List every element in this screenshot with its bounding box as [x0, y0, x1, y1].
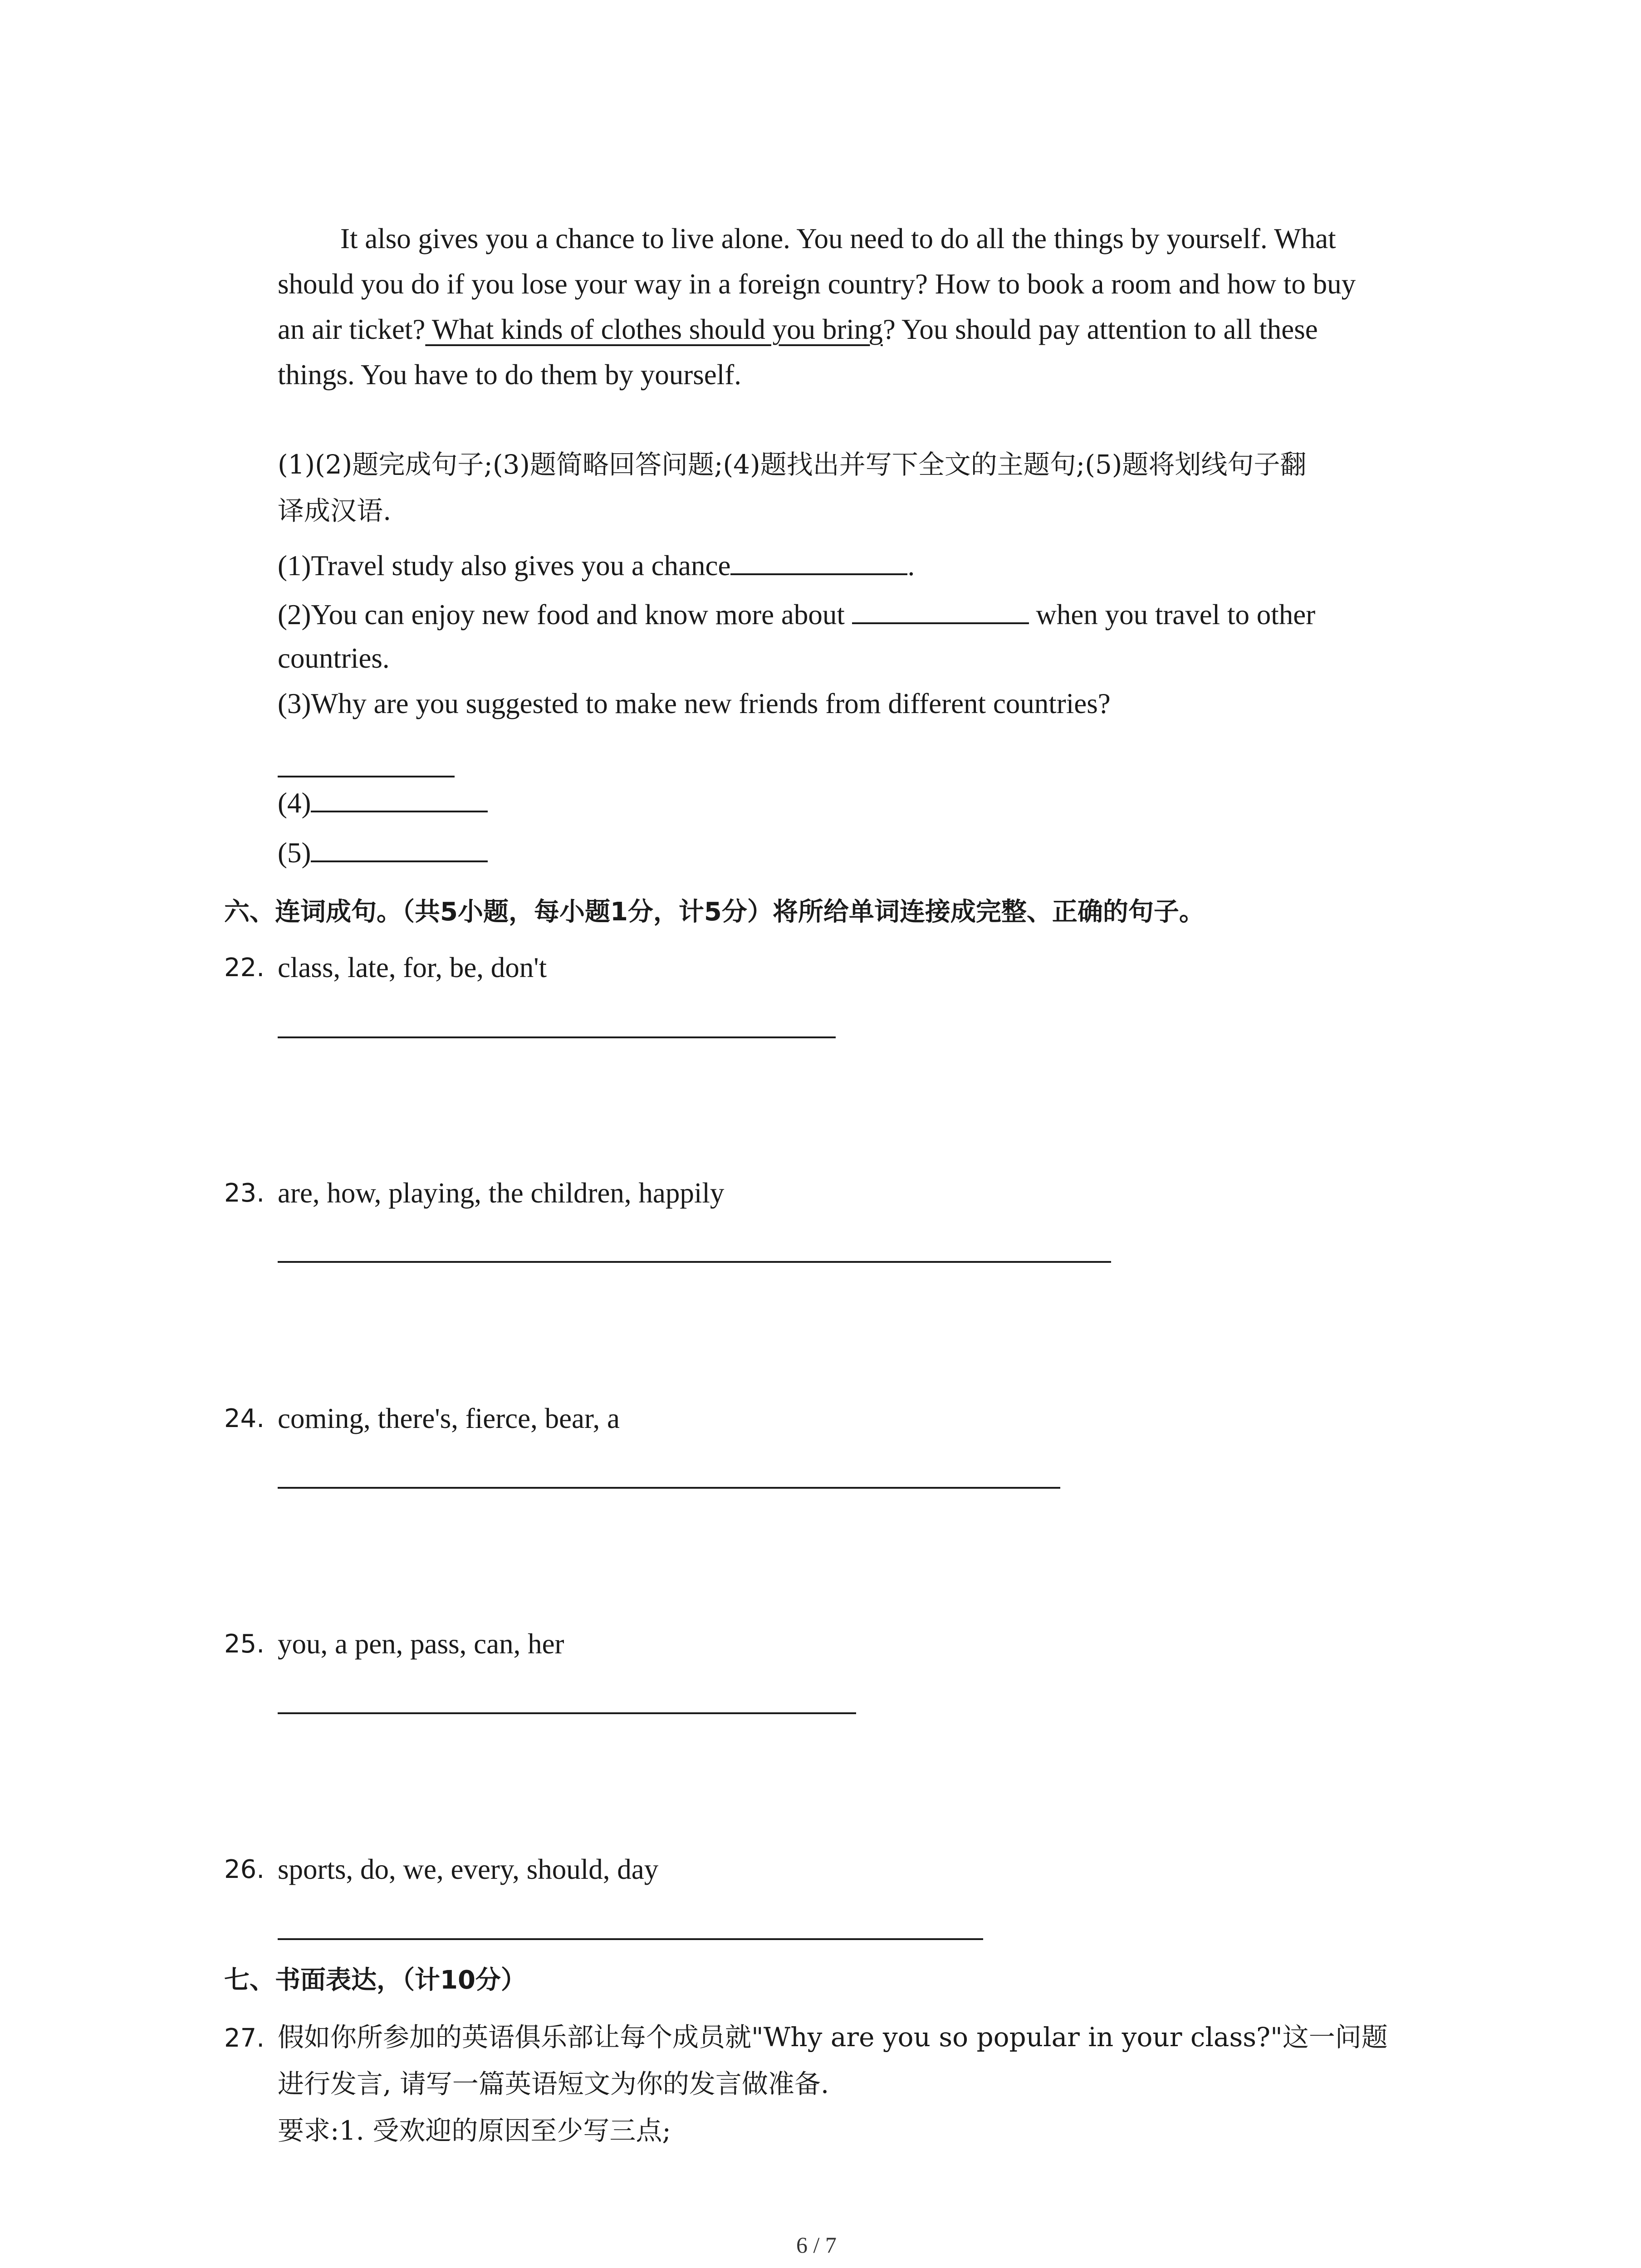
- underlined-sentence: What kinds of clothes should you bring: [425, 313, 883, 345]
- question-2: [278, 599, 1315, 629]
- item-22-words: class, late, for, be, don't: [278, 952, 547, 983]
- answer-blank-5[interactable]: [311, 837, 488, 862]
- item-27-number: 27.: [224, 2024, 265, 2053]
- answer-line-24[interactable]: [278, 1487, 1060, 1489]
- question-4-label: (4): [278, 787, 311, 819]
- item-22-number: 22.: [224, 953, 265, 982]
- question-5-label: (5): [278, 837, 311, 869]
- question-5: [278, 837, 488, 867]
- answer-blank-4[interactable]: [311, 787, 488, 812]
- item-24-words: coming, there's, fierce, bear, a: [278, 1403, 620, 1434]
- instructions-line-1: (1)(2)题完成句子;(3)题简略回答问题;(4)题找出并写下全文的主题句;(5)题将划线句子翻: [278, 449, 1307, 480]
- answer-blank-1[interactable]: [730, 550, 907, 575]
- question-2-text: (2)You can enjoy new food and know more about: [278, 599, 845, 631]
- question-4: [278, 787, 488, 817]
- item-25-number: 25.: [224, 1629, 265, 1659]
- item-26-words: sports, do, we, every, should, day: [278, 1853, 659, 1885]
- instructions-line-2: 译成汉语.: [278, 495, 392, 526]
- question-1: [278, 550, 915, 580]
- item-25-words: you, a pen, pass, can, her: [278, 1628, 564, 1660]
- answer-line-22[interactable]: [278, 1036, 836, 1038]
- item-24-number: 24.: [224, 1404, 265, 1433]
- item-26-number: 26.: [224, 1855, 265, 1884]
- section-7-heading: 七、书面表达，（计10分）: [224, 1965, 526, 1995]
- section-6-heading: 六、连词成句。（共5小题，每小题1分，计5分）将所给单词连接成完整、正确的句子。: [224, 897, 1205, 927]
- passage-line-4: things. You have to do them by yourself.: [278, 359, 741, 391]
- question-2-line-2: countries.: [278, 642, 390, 674]
- answer-line-25[interactable]: [278, 1712, 856, 1714]
- passage-line-3: [278, 315, 1318, 344]
- answer-line-23[interactable]: [278, 1261, 1111, 1263]
- question-1-text: (1)Travel study also gives you a chance: [278, 550, 731, 582]
- item-23-words: are, how, playing, the children, happily: [278, 1177, 725, 1209]
- passage-line-3-start: an air ticket?: [278, 313, 426, 345]
- item-27-line-2: 进行发言, 请写一篇英语短文为你的发言做准备.: [278, 2068, 829, 2099]
- item-23-number: 23.: [224, 1178, 265, 1208]
- item-27-line-3: 要求:1. 受欢迎的原因至少写三点;: [278, 2115, 671, 2146]
- answer-line-26[interactable]: [278, 1938, 983, 1940]
- answer-blank-2[interactable]: [852, 599, 1029, 624]
- answer-line-3[interactable]: [278, 776, 455, 777]
- question-2-text-after: when you travel to other: [1036, 599, 1316, 631]
- passage-line-2: should you do if you lose your way in a foreign country? How to book a room and how to buy: [278, 268, 1356, 300]
- passage-line-1: It also gives you a chance to live alone. You need to do all the things by yourself. What: [340, 223, 1336, 254]
- question-3: (3)Why are you suggested to make new friends from different countries?: [278, 688, 1111, 719]
- passage-line-3-end: ? You should pay attention to all these: [882, 313, 1318, 345]
- question-1-end: .: [907, 550, 915, 582]
- page-number: 6 / 7: [796, 2232, 837, 2258]
- item-27-line-1: 假如你所参加的英语俱乐部让每个成员就"Why are you so popular in your class?"这一问题: [278, 2022, 1388, 2053]
